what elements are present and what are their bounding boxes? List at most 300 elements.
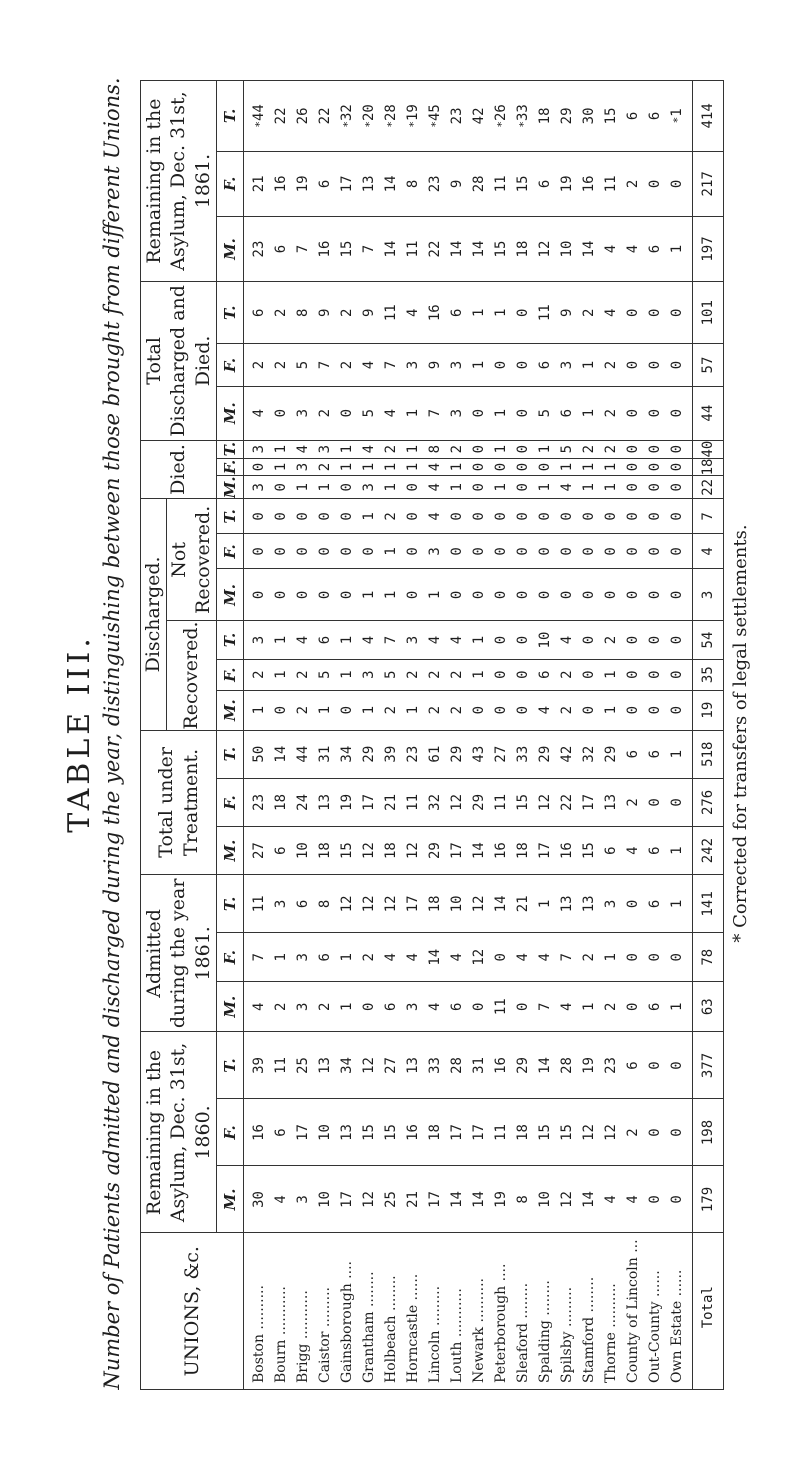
cell-value: 6 — [295, 899, 312, 909]
column-di_f — [244, 458, 693, 476]
cell-value: 14 — [537, 1057, 554, 1074]
total-rs_f: 198 — [693, 1099, 724, 1166]
cell-value: 0 — [647, 179, 664, 189]
column-tu_m — [244, 827, 693, 875]
header-under-treatment: Total under Treatment. — [141, 730, 217, 875]
cell-value: 13 — [317, 1057, 334, 1074]
cell-value: 1 — [339, 462, 356, 472]
cell-value: 7 — [251, 953, 268, 962]
sex-header-m: M. — [217, 827, 244, 875]
cell-value: 0 — [273, 512, 290, 521]
cell-value: 0 — [471, 512, 488, 521]
cell-value: 0 — [625, 444, 642, 454]
cell-value: 0 — [669, 444, 686, 454]
cell-value: 0 — [493, 590, 510, 600]
cell-value: 1 — [581, 1002, 598, 1011]
cell-value: 0 — [493, 360, 510, 370]
cell-value: 42 — [471, 107, 488, 125]
cell-value: 1 — [405, 462, 422, 472]
cell-value: 7 — [559, 953, 576, 962]
cell-value: 0 — [669, 512, 686, 521]
cell-value: 0 — [515, 483, 532, 492]
cell-value: 15 — [581, 842, 598, 860]
cell-value: 1 — [449, 462, 466, 472]
union-name: Louth ........... — [449, 1288, 466, 1383]
cell-value: 5 — [295, 360, 312, 370]
cell-value: 0 — [339, 408, 356, 418]
cell-value: 13 — [361, 175, 378, 193]
cell-value: 1 — [361, 462, 378, 472]
cell-value: 12 — [383, 895, 400, 913]
cell-value: 7 — [383, 635, 400, 645]
cell-value: 23 — [603, 1057, 620, 1074]
cell-value: 29 — [515, 1057, 532, 1074]
cell-value: 0 — [405, 512, 422, 521]
cell-value: 22 — [317, 107, 334, 125]
cell-value: 6 — [317, 953, 334, 962]
cell-value: 2 — [405, 670, 422, 679]
cell-value: 1 — [383, 547, 400, 556]
cell-value: 0 — [515, 705, 532, 715]
cell-value: 33 — [427, 1057, 444, 1074]
cell-value: 3 — [295, 462, 312, 472]
cell-value: 6 — [625, 111, 642, 121]
cell-value: 1 — [537, 444, 554, 454]
cell-value: 0 — [647, 547, 664, 556]
sex-header-m: M. — [217, 981, 244, 1032]
cell-value: 12 — [581, 1124, 598, 1141]
cell-value: 12 — [339, 895, 356, 913]
cell-value: 14 — [471, 240, 488, 258]
cell-value: 0 — [273, 483, 290, 492]
union-name: Thorne .......... — [603, 1283, 620, 1383]
cell-value: 16 — [405, 1124, 422, 1141]
cell-value: 3 — [361, 483, 378, 492]
union-name: Spalding ........ — [537, 1280, 554, 1383]
cell-value: *20 — [361, 104, 378, 128]
cell-value: 0 — [361, 547, 378, 556]
cell-value: 0 — [647, 444, 664, 454]
cell-value: 3 — [559, 360, 576, 370]
total-ad_t: 141 — [693, 875, 724, 933]
cell-value: 8 — [427, 444, 444, 454]
column-rs_t — [244, 1032, 693, 1099]
cell-value: 44 — [295, 745, 312, 763]
cell-value: 11 — [405, 240, 422, 258]
cell-value: 0 — [625, 512, 642, 521]
cell-value: *28 — [383, 104, 400, 128]
cell-value: 18 — [515, 842, 532, 860]
cell-value: 29 — [427, 842, 444, 860]
cell-value: 1 — [493, 483, 510, 492]
cell-value: 23 — [405, 745, 422, 763]
cell-value: 0 — [471, 590, 488, 600]
cell-value: 0 — [669, 705, 686, 715]
total-tu_t: 518 — [693, 730, 724, 778]
cell-value: 17 — [537, 842, 554, 860]
cell-value: 8 — [317, 899, 334, 909]
cell-value: 0 — [471, 547, 488, 556]
cell-value: 18 — [515, 240, 532, 258]
asterisk-mark: * — [253, 121, 267, 128]
cell-value: 18 — [427, 895, 444, 913]
column-td_m — [244, 386, 693, 440]
cell-value: 4 — [537, 705, 554, 715]
cell-value: 0 — [581, 547, 598, 556]
union-name: Gainsborough .... — [339, 1261, 356, 1383]
sex-header-f: F. — [217, 659, 244, 690]
cell-value: 2 — [273, 1002, 290, 1011]
header-recovered: Recovered. — [166, 621, 216, 730]
cell-value: 0 — [295, 512, 312, 521]
cell-value: 6 — [317, 635, 334, 645]
cell-value: 12 — [449, 793, 466, 811]
column-tu_f — [244, 778, 693, 826]
cell-value: 4 — [559, 483, 576, 492]
cell-value: 11 — [493, 1124, 510, 1141]
cell-value: 16 — [581, 175, 598, 193]
cell-value: 1 — [493, 444, 510, 454]
union-name: Lincoln ......... — [427, 1285, 444, 1383]
cell-value: 6 — [647, 749, 664, 759]
cell-value: 0 — [647, 953, 664, 962]
cell-value: 0 — [273, 547, 290, 556]
cell-value: 27 — [493, 745, 510, 763]
cell-value: 11 — [603, 175, 620, 193]
cell-value: 12 — [471, 948, 488, 966]
cell-value: 13 — [405, 1057, 422, 1074]
cell-value: 0 — [603, 547, 620, 556]
cell-value: 2 — [449, 705, 466, 715]
cell-value: 0 — [493, 512, 510, 521]
cell-value: 0 — [559, 512, 576, 521]
cell-value: 4 — [251, 1002, 268, 1011]
sex-header-f: F. — [217, 151, 244, 216]
asterisk-mark: * — [407, 121, 421, 128]
cell-value: 2 — [449, 670, 466, 679]
cell-value: 2 — [317, 408, 334, 418]
cell-value: 6 — [537, 360, 554, 370]
cell-value: *32 — [339, 104, 356, 128]
cell-value: 2 — [295, 670, 312, 679]
cell-value: 0 — [581, 705, 598, 715]
cell-value: 0 — [339, 705, 356, 715]
cell-value: 15 — [559, 1124, 576, 1141]
cell-value: 0 — [625, 1002, 642, 1011]
cell-value: 0 — [669, 360, 686, 370]
cell-value: 17 — [339, 1191, 356, 1208]
cell-value: 10 — [295, 842, 312, 860]
cell-value: 0 — [493, 953, 510, 962]
cell-value: 6 — [647, 111, 664, 121]
cell-value: 0 — [669, 670, 686, 679]
cell-value: 2 — [581, 953, 598, 962]
cell-value: 6 — [383, 1002, 400, 1011]
data-row — [244, 81, 693, 1390]
cell-value: 2 — [427, 705, 444, 715]
cell-value: 4 — [427, 635, 444, 645]
cell-value: 1 — [669, 1002, 686, 1011]
cell-value: 0 — [251, 547, 268, 556]
column-nr_t — [244, 499, 693, 534]
cell-value: 18 — [537, 107, 554, 125]
cell-value: 6 — [647, 1002, 664, 1011]
cell-value: 0 — [647, 670, 664, 679]
cell-value: 26 — [295, 107, 312, 125]
cell-value: 0 — [625, 360, 642, 370]
cell-value: 34 — [339, 1057, 356, 1074]
cell-value: 0 — [647, 483, 664, 492]
cell-value: 28 — [471, 175, 488, 193]
cell-value: 0 — [251, 462, 268, 472]
cell-value: 1 — [405, 444, 422, 454]
cell-value: 21 — [405, 1191, 422, 1208]
cell-value: 21 — [251, 175, 268, 193]
cell-value: 10 — [317, 1191, 334, 1208]
cell-value: 0 — [581, 635, 598, 645]
cell-value: 4 — [383, 408, 400, 418]
cell-value: 23 — [251, 793, 268, 811]
cell-value: 32 — [427, 793, 444, 811]
asterisk-mark: * — [429, 121, 443, 128]
cell-value: 0 — [493, 670, 510, 679]
cell-value: 15 — [515, 793, 532, 811]
cell-value: 1 — [603, 483, 620, 492]
cell-value: 0 — [625, 483, 642, 492]
cell-value: 33 — [515, 745, 532, 763]
union-name: Holbeach ........ — [383, 1275, 400, 1383]
cell-value: 4 — [537, 953, 554, 962]
cell-value: 13 — [317, 793, 334, 811]
cell-value: 0 — [493, 635, 510, 645]
cell-value: 2 — [603, 360, 620, 370]
cell-value: 23 — [449, 107, 466, 125]
cell-value: 4 — [427, 1002, 444, 1011]
cell-value: 0 — [471, 1002, 488, 1011]
cell-value: *26 — [493, 104, 510, 128]
cell-value: 12 — [361, 1191, 378, 1208]
cell-value: 7 — [361, 244, 378, 254]
sex-header-m: M. — [217, 690, 244, 730]
cell-value: 30 — [251, 1191, 268, 1208]
cell-value: 1 — [317, 705, 334, 715]
cell-value: 1 — [449, 483, 466, 492]
asterisk-mark: * — [517, 121, 531, 128]
cell-value: 23 — [427, 175, 444, 193]
column-rs_m — [244, 1166, 693, 1233]
cell-value: 10 — [537, 1191, 554, 1208]
cell-value: 1 — [317, 483, 334, 492]
cell-value: 11 — [537, 304, 554, 322]
cell-value: 4 — [251, 408, 268, 418]
cell-value: 0 — [251, 512, 268, 521]
cell-value: 0 — [669, 408, 686, 418]
cell-value: 1 — [669, 244, 686, 254]
cell-value: 0 — [537, 462, 554, 472]
header-remaining-end: Remaining in the Asylum, Dec. 31st, 1861. — [141, 81, 217, 282]
header-not-recovered: Not Recovered. — [166, 499, 216, 621]
cell-value: 4 — [449, 953, 466, 962]
cell-value: 22 — [427, 240, 444, 258]
cell-value: 2 — [559, 670, 576, 679]
sex-header-t: T. — [217, 730, 244, 778]
cell-value: 0 — [669, 798, 686, 807]
sex-header-m: M. — [217, 476, 244, 499]
union-name: Bourn ........... — [273, 1286, 290, 1383]
cell-value: 2 — [383, 512, 400, 521]
cell-value: 10 — [559, 240, 576, 258]
cell-value: 24 — [295, 793, 312, 811]
column-tu_t — [244, 730, 693, 778]
cell-value: 0 — [669, 1195, 686, 1204]
cell-value: 6 — [273, 1128, 290, 1137]
asterisk-mark: * — [495, 121, 509, 128]
admissions-table — [140, 80, 724, 1390]
cell-value: 4 — [625, 1195, 642, 1204]
union-name: Out-County ...... — [647, 1270, 664, 1383]
cell-value: 8 — [295, 308, 312, 317]
cell-value: 2 — [449, 444, 466, 454]
cell-value: 1 — [537, 483, 554, 492]
total-label: Total — [693, 1233, 724, 1390]
cell-value: 2 — [603, 1002, 620, 1011]
cell-value: 1 — [559, 462, 576, 472]
cell-value: 2 — [625, 798, 642, 807]
cell-value: 13 — [603, 793, 620, 811]
cell-value: 0 — [647, 798, 664, 807]
cell-value: 0 — [515, 444, 532, 454]
cell-value: 0 — [603, 512, 620, 521]
cell-value: 15 — [603, 107, 620, 125]
union-name: Caistor ......... — [317, 1287, 334, 1383]
cell-value: 34 — [339, 745, 356, 763]
column-ad_t — [244, 875, 693, 933]
cell-value: 42 — [559, 745, 576, 763]
cell-value: 29 — [603, 745, 620, 763]
cell-value: 2 — [339, 360, 356, 370]
total-tu_f: 276 — [693, 778, 724, 826]
cell-value: 1 — [383, 590, 400, 600]
cell-value: 21 — [515, 895, 532, 913]
sex-subheader-row — [217, 81, 244, 1390]
cell-value: 4 — [603, 1195, 620, 1204]
total-re_f: 217 — [693, 151, 724, 216]
cell-value: 4 — [405, 308, 422, 317]
cell-value: *33 — [515, 104, 532, 128]
header-died: Died. — [141, 440, 217, 499]
cell-value: 6 — [647, 244, 664, 254]
total-nr_t: 7 — [693, 499, 724, 534]
cell-value: 29 — [537, 745, 554, 763]
total-td_t: 101 — [693, 282, 724, 344]
cell-value: 19 — [581, 1057, 598, 1074]
cell-value: 16 — [251, 1124, 268, 1141]
cell-value: 12 — [405, 842, 422, 860]
cell-value: 27 — [251, 842, 268, 860]
cell-value: 2 — [339, 308, 356, 317]
cell-value: 0 — [669, 1128, 686, 1137]
cell-value: 0 — [647, 408, 664, 418]
column-rec_f — [244, 659, 693, 690]
cell-value: 1 — [405, 408, 422, 418]
cell-value: 16 — [427, 304, 444, 322]
cell-value: 29 — [449, 745, 466, 763]
cell-value: 1 — [427, 590, 444, 600]
cell-value: 25 — [295, 1057, 312, 1074]
cell-value: 0 — [295, 590, 312, 600]
cell-value: 1 — [361, 705, 378, 715]
cell-value: 3 — [449, 408, 466, 418]
header-discharged: Discharged. — [141, 499, 167, 730]
cell-value: 2 — [251, 360, 268, 370]
cell-value: 4 — [603, 308, 620, 317]
cell-value: 1 — [581, 483, 598, 492]
union-name: Spilsby ......... — [559, 1286, 576, 1383]
sex-header-t: T. — [217, 81, 244, 152]
cell-value: 0 — [515, 512, 532, 521]
cell-value: 22 — [273, 107, 290, 125]
cell-value: 19 — [295, 175, 312, 193]
cell-value: 15 — [361, 1124, 378, 1141]
cell-value: 7 — [427, 408, 444, 418]
cell-value: 6 — [647, 899, 664, 909]
cell-value: 0 — [625, 590, 642, 600]
cell-value: 9 — [361, 308, 378, 317]
cell-value: 6 — [317, 179, 334, 189]
union-name: Grantham ........ — [361, 1271, 378, 1383]
union-name: Stamford ........ — [581, 1276, 598, 1383]
cell-value: 0 — [471, 462, 488, 472]
cell-value: 2 — [625, 179, 642, 189]
cell-value: 1 — [339, 635, 356, 645]
cell-value: 0 — [405, 547, 422, 556]
cell-value: 6 — [273, 846, 290, 855]
column-di_t — [244, 440, 693, 458]
cell-value: 2 — [317, 462, 334, 472]
cell-value: 31 — [471, 1057, 488, 1074]
cell-value: 0 — [251, 590, 268, 600]
cell-value: 4 — [361, 360, 378, 370]
cell-value: 0 — [273, 590, 290, 600]
cell-value: 4 — [603, 244, 620, 254]
cell-value: 2 — [581, 444, 598, 454]
asterisk-mark: * — [341, 121, 355, 128]
cell-value: 2 — [295, 705, 312, 715]
cell-value: 0 — [669, 1061, 686, 1070]
cell-value: 1 — [273, 444, 290, 454]
cell-value: 30 — [581, 107, 598, 125]
union-name: County of Lincoln ... — [625, 1239, 642, 1383]
cell-value: 0 — [669, 308, 686, 317]
cell-value: 21 — [383, 793, 400, 811]
cell-value: 4 — [361, 635, 378, 645]
cell-value: 16 — [317, 240, 334, 258]
table-subtitle: Number of Patients admitted and discharged during the year, distinguishing between those brought from different Unions. — [100, 77, 124, 1390]
cell-value: 1 — [361, 590, 378, 600]
cell-value: 0 — [669, 635, 686, 645]
cell-value: 2 — [427, 670, 444, 679]
cell-value: 1 — [581, 462, 598, 472]
cell-value: 2 — [581, 308, 598, 317]
asterisk-mark: * — [385, 121, 399, 128]
cell-value: 0 — [339, 512, 356, 521]
cell-value: 1 — [361, 512, 378, 521]
cell-value: 0 — [493, 547, 510, 556]
cell-value: 5 — [537, 408, 554, 418]
cell-value: 3 — [317, 444, 334, 454]
cell-value: 4 — [405, 953, 422, 962]
cell-value: 11 — [493, 793, 510, 811]
